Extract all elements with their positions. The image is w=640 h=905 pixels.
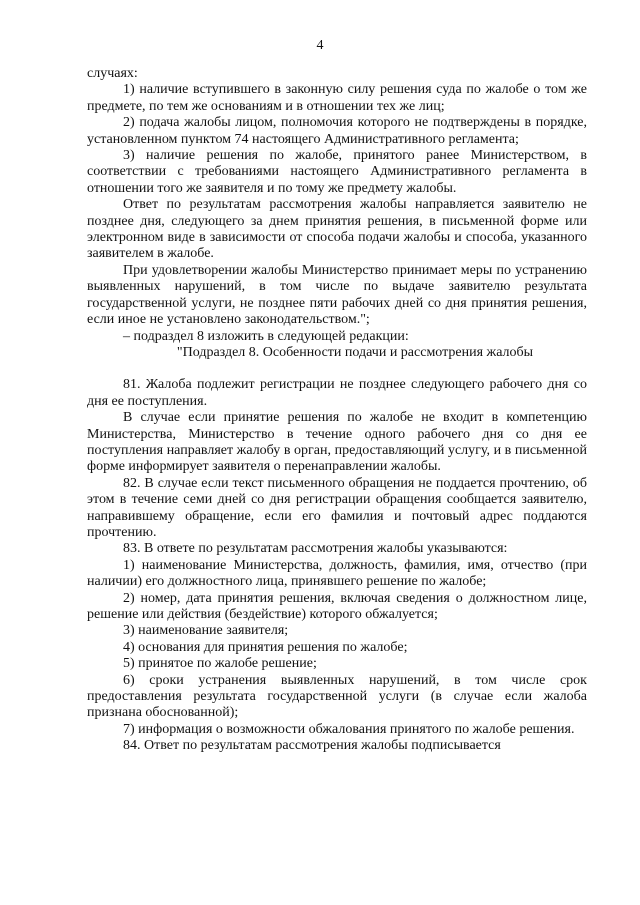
paragraph: 84. Ответ по результатам рассмотрения жалобы подписывается — [123, 738, 501, 754]
list-item: 1) наименование Министерства, должность, фамилия, имя, отчество (при наличии) его должностного лица, принявшего решение по жалобе; — [87, 557, 587, 590]
list-item: 3) наименование заявителя; — [123, 623, 289, 639]
list-item: 1) наличие вступившего в законную силу решения суда по жалобе о том же предмете, по тем же основаниям и в отношении тех же лиц; — [87, 82, 587, 114]
paragraph: случаях: — [87, 66, 138, 81]
paragraph: При удовлетворении жалобы Министерство принимает меры по устранению выявленных нарушений, в том числе по выдаче заявителю результата государственной услуги, не позднее пяти рабочих дней со дня принятия решения, если иное не установлено законодательством."; — [87, 262, 587, 328]
list-item: 5) принятое по жалобе решение; — [123, 656, 317, 672]
section-heading: "Подраздел 8. Особенности подачи и рассмотрения жалобы — [176, 344, 534, 360]
paragraph: 81. Жалоба подлежит регистрации не позднее следующего рабочего дня со дня ее поступления. — [87, 377, 587, 409]
list-item: 4) основания для принятия решения по жалобе; — [123, 639, 408, 655]
list-item: 7) информация о возможности обжалования принятого по жалобе решения. — [123, 721, 575, 737]
paragraph: Ответ по результатам рассмотрения жалобы направляется заявителю не позднее дня, следующего за днем принятия решения, в письменной форме или электронном виде в зависимости от способа подачи жалобы и способа, указанного заявителем в жалобе. — [87, 197, 587, 262]
list-item: 3) наличие решения по жалобе, принятого ранее Министерством, в соответствии с требованиями настоящего Административного регламента в отношении того же заявителя и по тому же предмету жалобы. — [87, 148, 587, 196]
paragraph: 82. В случае если текст письменного обращения не поддается прочтению, об этом в течение семи дней со дня регистрации обращения сообщается заявителю, направившему обращение, если его фамилия и почтовый адрес поддаются прочтению. — [87, 475, 587, 540]
paragraph: 83. В ответе по результатам рассмотрения жалобы указываются: — [123, 541, 508, 557]
list-item: 6) сроки устранения выявленных нарушений, в том числе срок предоставления результата государственной услуги (в случае если жалоба признана обоснованной); — [87, 672, 587, 721]
paragraph: – подраздел 8 изложить в следующей редакции: — [123, 328, 409, 344]
paragraph: В случае если принятие решения по жалобе не входит в компетенцию Министерства, Министерство в течение одного рабочего дня со дня ее поступления направляет жалобу в орган, предоставляющий услугу, и в письменной форме информирует заявителя о перенаправлении жалобы. — [87, 410, 587, 475]
list-item: 2) номер, дата принятия решения, включая сведения о должностном лице, решение или действия (бездействие) которого обжалуется; — [87, 590, 587, 622]
page-number: 4 — [316, 38, 324, 53]
spacer — [87, 361, 587, 377]
document-body — [87, 66, 587, 755]
list-item: 2) подача жалобы лицом, полномочия которого не подтверждены в порядке, установленном пунктом 74 настоящего Административного регламента; — [87, 115, 587, 147]
